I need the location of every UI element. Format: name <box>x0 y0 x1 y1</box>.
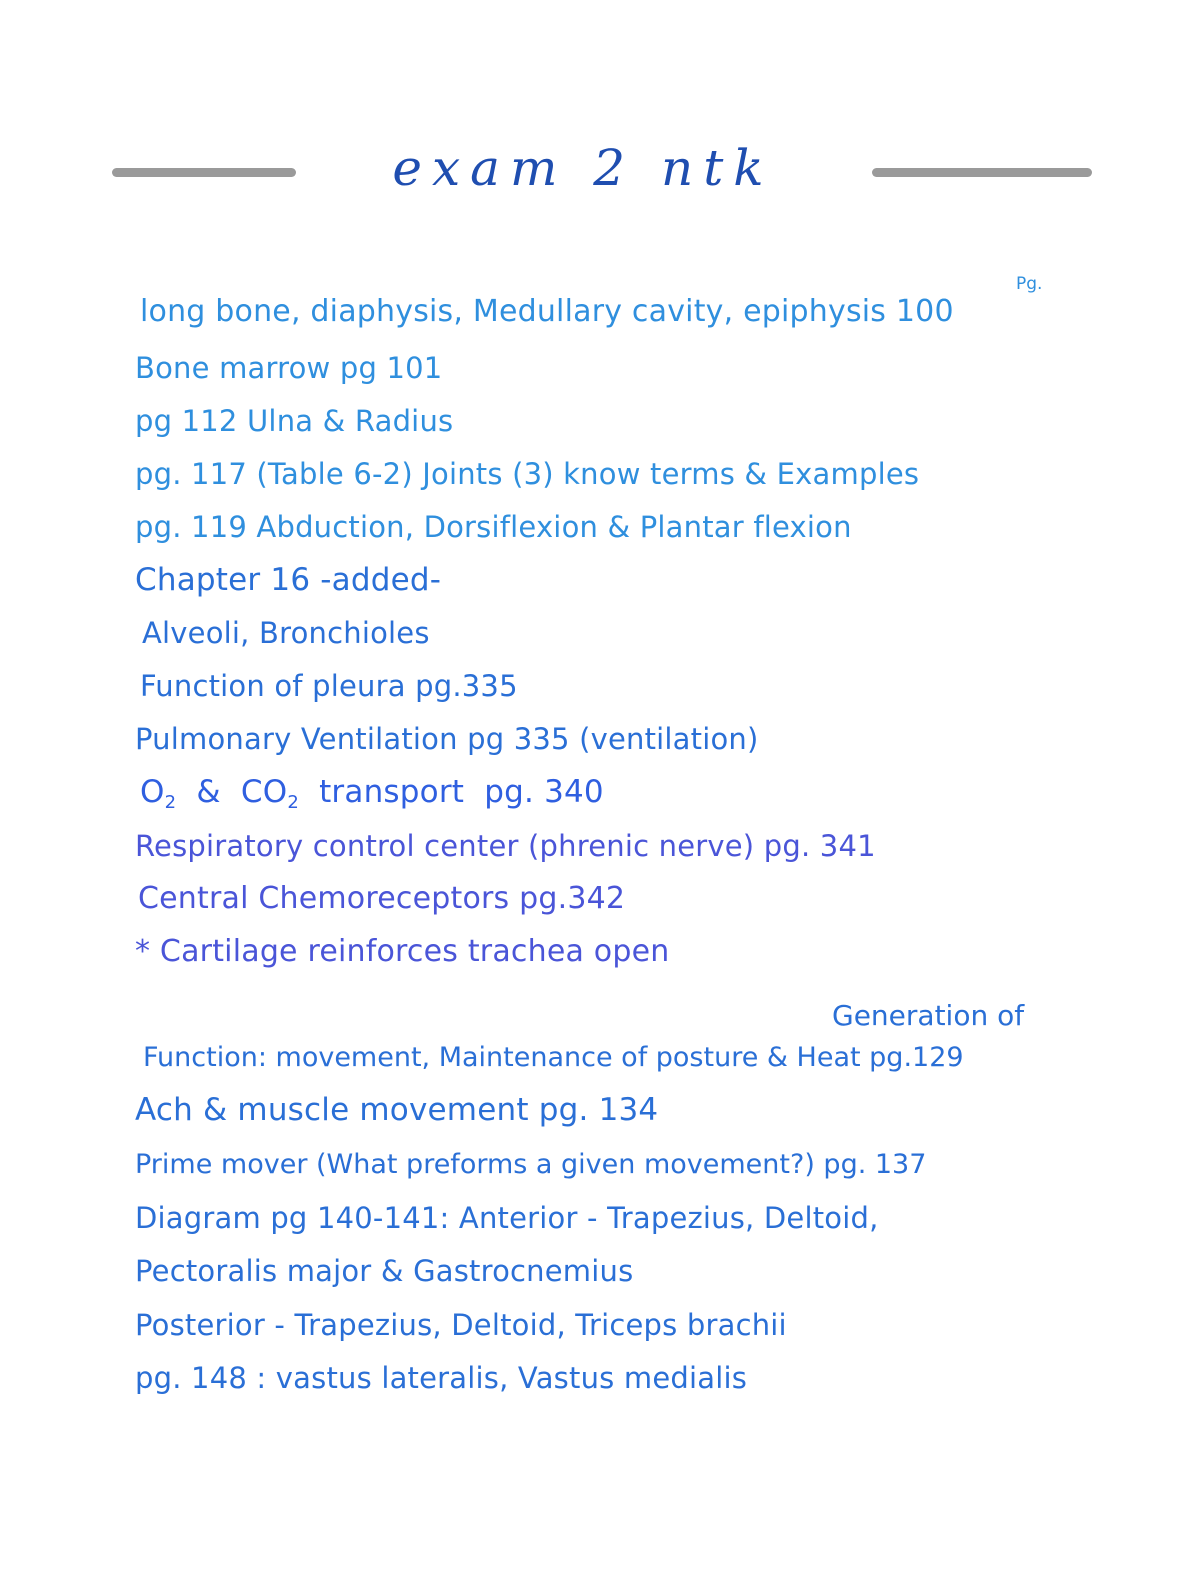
note-line-posterior: Posterior - Trapezius, Deltoid, Triceps brachii <box>135 1308 787 1342</box>
co2-subscript: 2 <box>287 792 299 813</box>
note-line-pulmonary-ventilation: Pulmonary Ventilation pg 335 (ventilation) <box>135 722 759 756</box>
note-line-prime-mover: Prime mover (What preforms a given movement?) pg. 137 <box>135 1149 927 1180</box>
co2-symbol: & CO <box>176 774 288 810</box>
oxygen-symbol: O <box>140 774 165 810</box>
note-line-abduction: pg. 119 Abduction, Dorsiflexion & Plantar flexion <box>135 510 852 544</box>
note-line-muscle-function: Function: movement, Maintenance of posture & Heat pg.129 <box>143 1042 964 1073</box>
note-line-pectoralis: Pectoralis major & Gastrocnemius <box>135 1254 634 1288</box>
note-line-gas-transport <box>140 772 604 823</box>
note-line-long-bone: long bone, diaphysis, Medullary cavity, epiphysis 100 <box>140 294 954 329</box>
note-line-joints: pg. 117 (Table 6-2) Joints (3) know terms & Examples <box>135 457 920 491</box>
note-line-respiratory-control: Respiratory control center (phrenic nerve) pg. 341 <box>135 829 876 863</box>
note-line-bone-marrow: Bone marrow pg 101 <box>135 351 443 385</box>
title-rule-left <box>112 168 296 177</box>
oxygen-subscript: 2 <box>164 792 177 813</box>
note-annotation-generation-of: Generation of <box>832 999 1025 1032</box>
page-title: exam 2 ntk <box>392 139 774 197</box>
note-line-cartilage: * Cartilage reinforces trachea open <box>135 934 670 969</box>
note-line-ulna-radius: pg 112 Ulna & Radius <box>135 404 454 438</box>
note-line-vastus: pg. 148 : vastus lateralis, Vastus medialis <box>135 1361 748 1395</box>
note-line-diagram-anterior: Diagram pg 140-141: Anterior - Trapezius, Deltoid, <box>135 1201 879 1235</box>
note-line-chapter-16: Chapter 16 -added- <box>135 562 442 598</box>
transport-text: transport pg. 340 <box>298 774 604 810</box>
note-line-ach: Ach & muscle movement pg. 134 <box>135 1092 659 1128</box>
page-ref-superscript: Pg. <box>1016 274 1043 294</box>
title-rule-right <box>872 168 1092 177</box>
note-line-alveoli: Alveoli, Bronchioles <box>142 616 430 650</box>
note-line-pleura: Function of pleura pg.335 <box>140 669 518 703</box>
note-line-chemoreceptors: Central Chemoreceptors pg.342 <box>138 881 626 916</box>
